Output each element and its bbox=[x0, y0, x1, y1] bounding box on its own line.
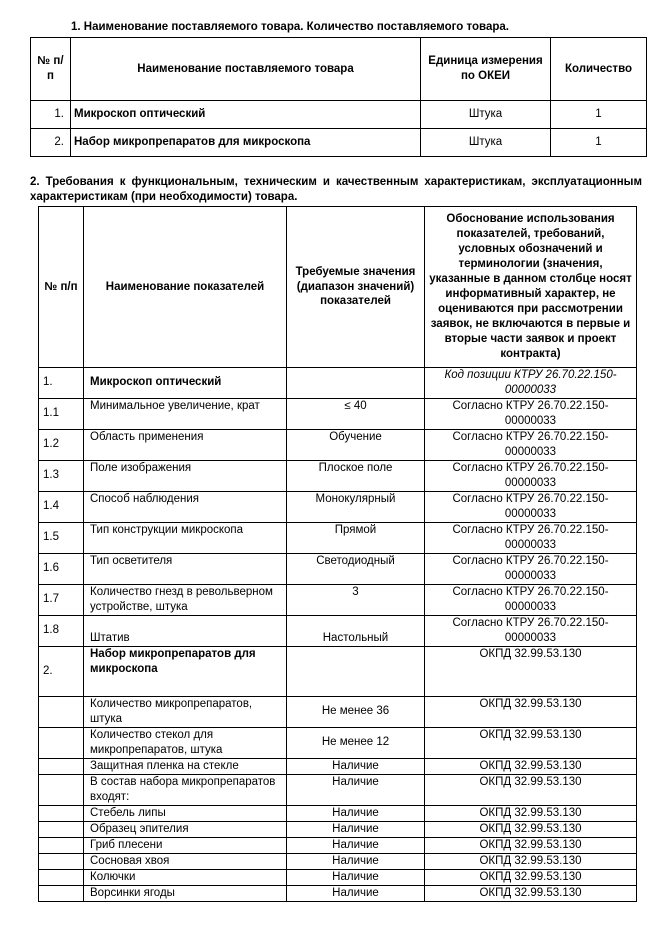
table-row bbox=[39, 853, 637, 869]
row-qty: 1 bbox=[551, 129, 647, 157]
table-row bbox=[39, 522, 637, 553]
row-basis: Код позиции КТРУ 26.70.22.150-00000033 bbox=[425, 368, 637, 399]
table-row bbox=[39, 821, 637, 837]
header-name: Наименование поставляемого товара bbox=[71, 38, 421, 101]
row-name: Количество стекол для микропрепаратов, штука bbox=[84, 727, 287, 758]
row-num bbox=[39, 853, 84, 869]
row-name: Набор микропрепаратов для микроскопа bbox=[84, 646, 287, 696]
row-unit: Штука bbox=[421, 129, 551, 157]
row-num bbox=[39, 758, 84, 774]
row-name: Защитная пленка на стекле bbox=[84, 758, 287, 774]
row-basis: ОКПД 32.99.53.130 bbox=[425, 646, 637, 696]
table-row bbox=[39, 368, 637, 399]
row-basis: ОКПД 32.99.53.130 bbox=[425, 837, 637, 853]
row-value: Наличие bbox=[287, 805, 425, 821]
requirements-table-header bbox=[39, 207, 637, 368]
row-basis: ОКПД 32.99.53.130 bbox=[425, 853, 637, 869]
row-basis: ОКПД 32.99.53.130 bbox=[425, 727, 637, 758]
row-name: Микроскоп оптический bbox=[84, 368, 287, 399]
table-row bbox=[39, 460, 637, 491]
table-row bbox=[39, 837, 637, 853]
row-num: 1.1 bbox=[39, 398, 84, 429]
row-value: Наличие bbox=[287, 758, 425, 774]
row-name: Штатив bbox=[84, 615, 287, 646]
header-name: Наименование показателей bbox=[84, 207, 287, 368]
row-value: Обучение bbox=[287, 429, 425, 460]
row-num: 1. bbox=[39, 368, 84, 399]
row-value: ≤ 40 bbox=[287, 398, 425, 429]
row-name: Сосновая хвоя bbox=[84, 853, 287, 869]
row-basis: Согласно КТРУ 26.70.22.150-00000033 bbox=[425, 522, 637, 553]
row-value: Прямой bbox=[287, 522, 425, 553]
row-num: 1.3 bbox=[39, 460, 84, 491]
header-num: № п/п bbox=[31, 38, 71, 101]
row-name: Поле изображения bbox=[84, 460, 287, 491]
table-row bbox=[39, 727, 637, 758]
table-row bbox=[39, 774, 637, 805]
row-basis: ОКПД 32.99.53.130 bbox=[425, 758, 637, 774]
table-row bbox=[39, 584, 637, 615]
row-basis: Согласно КТРУ 26.70.22.150-00000033 bbox=[425, 491, 637, 522]
row-name: Набор микропрепаратов для микроскопа bbox=[71, 129, 421, 157]
row-name: Минимальное увеличение, крат bbox=[84, 398, 287, 429]
row-value: Монокулярный bbox=[287, 491, 425, 522]
row-value: Наличие bbox=[287, 853, 425, 869]
table-row bbox=[39, 696, 637, 727]
row-num: 1.8 bbox=[39, 615, 84, 646]
row-basis: ОКПД 32.99.53.130 bbox=[425, 885, 637, 901]
row-name: Количество гнезд в револьверном устройстве, штука bbox=[84, 584, 287, 615]
table-row bbox=[39, 646, 637, 696]
row-basis: Согласно КТРУ 26.70.22.150-00000033 bbox=[425, 553, 637, 584]
row-name: Колючки bbox=[84, 869, 287, 885]
row-value bbox=[287, 368, 425, 399]
requirements-table bbox=[38, 206, 637, 902]
row-name: Тип осветителя bbox=[84, 553, 287, 584]
row-value: Не менее 12 bbox=[287, 727, 425, 758]
row-name: Образец эпителия bbox=[84, 821, 287, 837]
row-name: Стебель липы bbox=[84, 805, 287, 821]
row-num: 1.2 bbox=[39, 429, 84, 460]
row-value: Наличие bbox=[287, 837, 425, 853]
header-num: № п/п bbox=[39, 207, 84, 368]
row-name: Ворсинки ягоды bbox=[84, 885, 287, 901]
row-value: Наличие bbox=[287, 885, 425, 901]
row-num bbox=[39, 885, 84, 901]
row-num: 1.6 bbox=[39, 553, 84, 584]
row-basis: ОКПД 32.99.53.130 bbox=[425, 774, 637, 805]
row-qty: 1 bbox=[551, 101, 647, 129]
row-unit: Штука bbox=[421, 101, 551, 129]
row-value bbox=[287, 646, 425, 696]
table-row bbox=[31, 101, 647, 129]
table-row bbox=[31, 129, 647, 157]
row-basis: Согласно КТРУ 26.70.22.150-00000033 bbox=[425, 615, 637, 646]
header-qty: Количество bbox=[551, 38, 647, 101]
goods-table-header bbox=[31, 38, 647, 101]
table-row bbox=[39, 805, 637, 821]
row-value: Наличие bbox=[287, 869, 425, 885]
section1-title: 1. Наименование поставляемого товара. Количество поставляемого товара. bbox=[71, 21, 509, 33]
row-name: Способ наблюдения bbox=[84, 491, 287, 522]
row-basis: ОКПД 32.99.53.130 bbox=[425, 805, 637, 821]
row-num: 2. bbox=[31, 129, 71, 157]
row-value: Наличие bbox=[287, 774, 425, 805]
row-value: Настольный bbox=[287, 615, 425, 646]
row-num bbox=[39, 727, 84, 758]
row-value: Плоское поле bbox=[287, 460, 425, 491]
row-num bbox=[39, 821, 84, 837]
row-basis: ОКПД 32.99.53.130 bbox=[425, 696, 637, 727]
row-name: Тип конструкции микроскопа bbox=[84, 522, 287, 553]
row-num bbox=[39, 869, 84, 885]
row-name: Область применения bbox=[84, 429, 287, 460]
row-num: 1.4 bbox=[39, 491, 84, 522]
table-row bbox=[39, 869, 637, 885]
header-value: Требуемые значения (диапазон значений) показателей bbox=[287, 207, 425, 368]
row-value: Светодиодный bbox=[287, 553, 425, 584]
row-num: 1.7 bbox=[39, 584, 84, 615]
row-basis: Согласно КТРУ 26.70.22.150-00000033 bbox=[425, 398, 637, 429]
row-name: В состав набора микропрепаратов входят: bbox=[84, 774, 287, 805]
row-value: 3 bbox=[287, 584, 425, 615]
row-num: 1.5 bbox=[39, 522, 84, 553]
table-row bbox=[39, 398, 637, 429]
header-basis: Обоснование использования показателей, требований, условных обозначений и терминологии (значения, указанные в данном столбце носят информативный характер, не оцениваются при рассмотрении заявок, не включаются в первые и вторые части заявок и проект контракта) bbox=[425, 207, 637, 368]
row-num: 1. bbox=[31, 101, 71, 129]
row-num bbox=[39, 837, 84, 853]
row-name: Микроскоп оптический bbox=[71, 101, 421, 129]
row-num bbox=[39, 805, 84, 821]
row-name: Гриб плесени bbox=[84, 837, 287, 853]
section2-title: 2. Требования к функциональным, техническим и качественным характеристикам, эксплуатационным характеристикам (при необходимости) товара. bbox=[30, 176, 642, 203]
row-basis: Согласно КТРУ 26.70.22.150-00000033 bbox=[425, 460, 637, 491]
row-basis: ОКПД 32.99.53.130 bbox=[425, 869, 637, 885]
row-num: 2. bbox=[39, 646, 84, 696]
header-unit: Единица измерения по ОКЕИ bbox=[421, 38, 551, 101]
row-num bbox=[39, 696, 84, 727]
table-row bbox=[39, 885, 637, 901]
table-row bbox=[39, 615, 637, 646]
table-row bbox=[39, 429, 637, 460]
table-row bbox=[39, 553, 637, 584]
row-basis: Согласно КТРУ 26.70.22.150-00000033 bbox=[425, 584, 637, 615]
row-num bbox=[39, 774, 84, 805]
row-basis: Согласно КТРУ 26.70.22.150-00000033 bbox=[425, 429, 637, 460]
goods-table bbox=[30, 37, 647, 157]
table-row bbox=[39, 491, 637, 522]
row-name: Количество микропрепаратов, штука bbox=[84, 696, 287, 727]
row-value: Не менее 36 bbox=[287, 696, 425, 727]
table-row bbox=[39, 758, 637, 774]
row-value: Наличие bbox=[287, 821, 425, 837]
row-basis: ОКПД 32.99.53.130 bbox=[425, 821, 637, 837]
